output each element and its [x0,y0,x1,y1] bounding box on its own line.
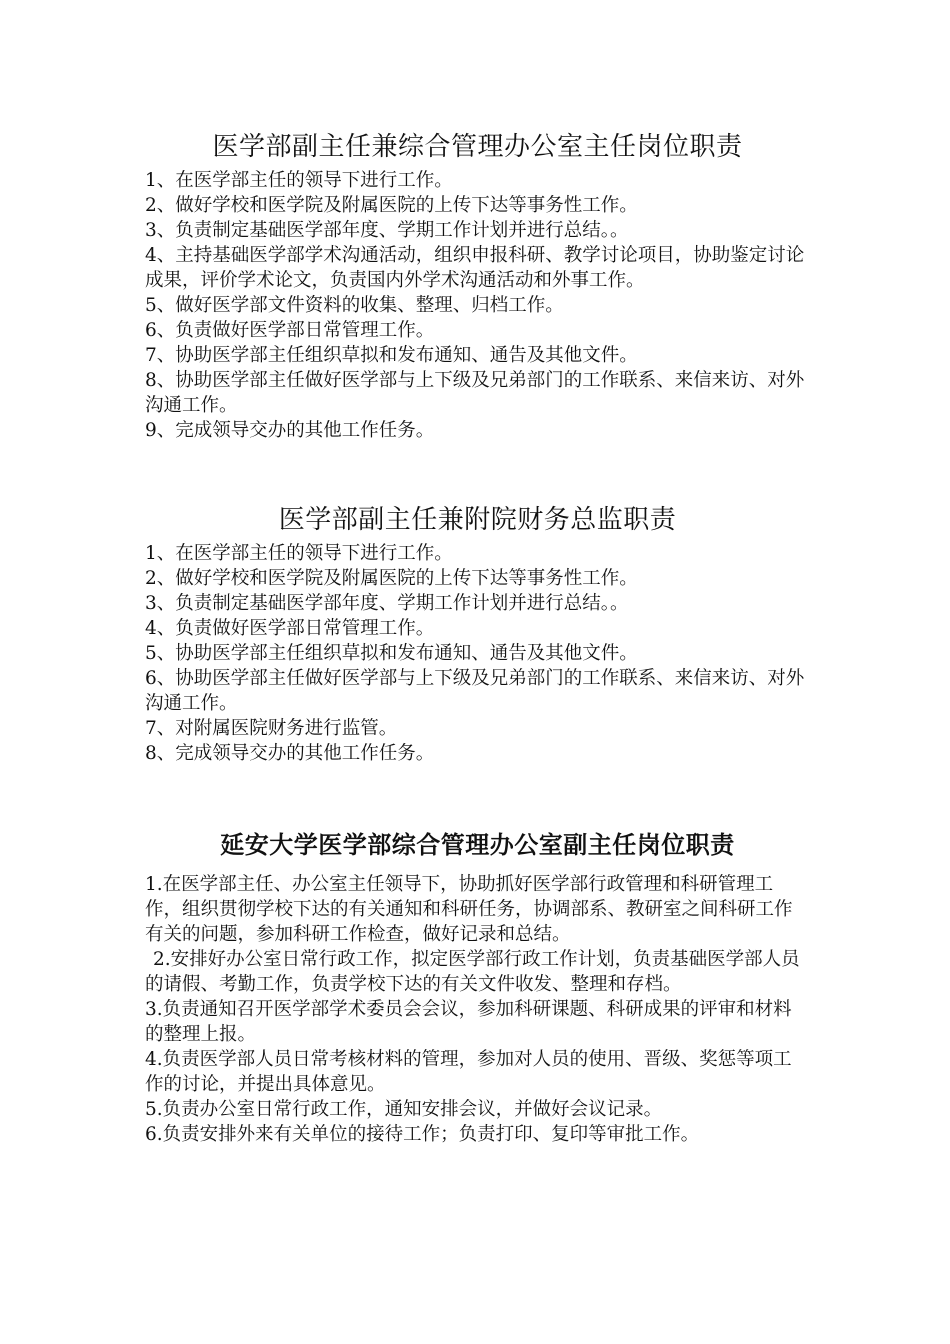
section-office-deputy-director [145,828,810,1147]
duty-item: 1、在医学部主任的领导下进行工作。 [145,170,453,191]
duty-item: 4、负责做好医学部日常管理工作。 [145,618,435,639]
duty-item: 5、做好医学部文件资料的收集、整理、归档工作。 [145,295,564,316]
section-title: 医学部副主任兼附院财务总监职责 [278,505,677,535]
duty-item: 3、负责制定基础医学部年度、学期工作计划并进行总结。。 [145,593,629,614]
duty-item: 6、负责做好医学部日常管理工作。 [145,320,435,341]
duty-item: 7、对附属医院财务进行监管。 [145,718,398,739]
duty-item: 3.负责通知召开医学部学术委员会会议，参加科研课题、科研成果的评审和材料的整理上报。 [145,999,792,1045]
section-title: 医学部副主任兼综合管理办公室主任岗位职责 [212,132,743,162]
duty-item: 7、协助医学部主任组织草拟和发布通知、通告及其他文件。 [145,345,638,366]
duty-item: 3、负责制定基础医学部年度、学期工作计划并进行总结。。 [145,220,629,241]
duty-item: 1、在医学部主任的领导下进行工作。 [145,543,453,564]
duty-list [145,872,810,1147]
duty-item: 4、主持基础医学部学术沟通活动，组织申报科研、教学讨论项目，协助鉴定讨论成果，评价学术论文，负责国内外学术沟通活动和外事工作。 [145,245,805,291]
section-deputy-director-finance [145,503,810,766]
duty-item: 1.在医学部主任、办公室主任领导下，协助抓好医学部行政管理和科研管理工作，组织贯彻学校下达的有关通知和科研任务，协调部系、教研室之间科研工作有关的问题，参加科研工作检查，做好记录和总结。 [145,874,793,945]
duty-item: 8、协助医学部主任做好医学部与上下级及兄弟部门的工作联系、来信来访、对外沟通工作。 [145,370,805,416]
duty-item: 5.负责办公室日常行政工作，通知安排会议，并做好会议记录。 [145,1099,663,1120]
duty-item: 8、完成领导交办的其他工作任务。 [145,743,435,764]
duty-list [145,541,810,766]
section-title: 延安大学医学部综合管理办公室副主任岗位职责 [220,830,735,859]
duty-item: 2、做好学校和医学院及附属医院的上传下达等事务性工作。 [145,568,638,589]
duty-item: 9、完成领导交办的其他工作任务。 [145,420,435,441]
duty-item: 6、协助医学部主任做好医学部与上下级及兄弟部门的工作联系、来信来访、对外沟通工作。 [145,668,805,714]
duty-item: 2.安排好办公室日常行政工作，拟定医学部行政工作计划，负责基础医学部人员的请假、考勤工作，负责学校下达的有关文件收发、整理和存档。 [145,949,800,995]
section-deputy-director-admin-office [145,130,810,443]
duty-item: 6.负责安排外来有关单位的接待工作；负责打印、复印等审批工作。 [145,1124,700,1145]
duty-item: 4.负责医学部人员日常考核材料的管理，参加对人员的使用、晋级、奖惩等项工作的讨论，并提出具体意见。 [145,1049,792,1095]
duty-item: 5、协助医学部主任组织草拟和发布通知、通告及其他文件。 [145,643,638,664]
duty-list [145,168,810,443]
duty-item: 2、做好学校和医学院及附属医院的上传下达等事务性工作。 [145,195,638,216]
